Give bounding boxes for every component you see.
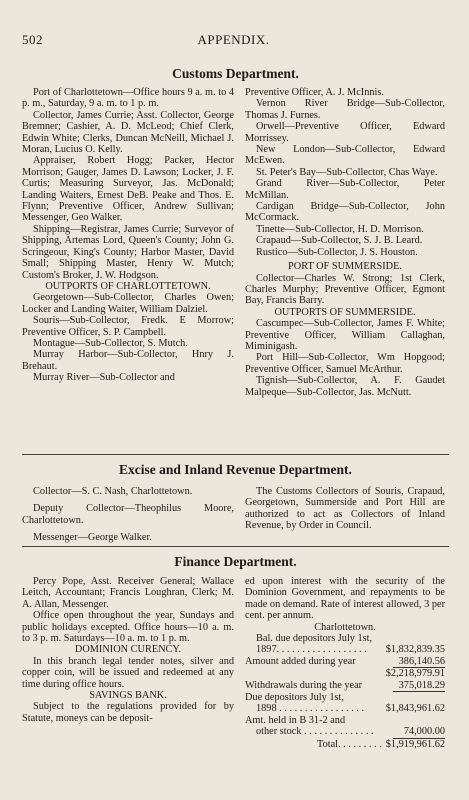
ledger-amount: $2,218,979.91 bbox=[385, 668, 445, 680]
ledger-amount: 386,140.56 bbox=[398, 655, 445, 667]
customs-para: Port of Charlottetown—Office hours 9 a. m. to 4 p. m., Saturday, 9 a. m. to 1 p. m. bbox=[22, 87, 234, 110]
outport-entry: Cardigan Bridge—Sub-Collector, John McCormack. bbox=[245, 201, 445, 224]
ledger-label: 1897. . . . . . . . . . . . . . . . . . bbox=[256, 644, 367, 656]
summerside-text: Collector—Charles W. Strong; 1st Clerk, Charles Murphy; Preventive Officer, Egmont Bay, Francis Barry. bbox=[245, 272, 445, 307]
savings-bank-heading: SAVINGS BANK. bbox=[89, 690, 167, 702]
savings-bank-continued: ed upon interest with the security of the Dominion Government, and repayments to be made on demand. Rate of interest allowed, 3 per cent. per annum. bbox=[245, 576, 445, 622]
excise-note: The Customs Collectors of Souris, Crapaud, Georgetown, Summerside and Port Hill are authorized to act as Collectors of Inland Revenue, by Order in Council. bbox=[245, 486, 445, 532]
ledger-row bbox=[245, 656, 445, 667]
ledger-total-amount: $1,919,961.62 bbox=[385, 738, 445, 750]
outport-entry: Cascumpec—Sub-Collector, James F. White; Preventive Officer, William Callaghan, Miminigash. bbox=[245, 318, 445, 352]
excise-entry: Messenger—George Walker. bbox=[33, 532, 152, 544]
finance-left-column bbox=[22, 576, 234, 724]
ledger-heading: Charlottetown. bbox=[314, 621, 376, 633]
excise-entry: Collector—S. C. Nash, Charlottetown. bbox=[33, 486, 193, 497]
section-divider bbox=[22, 546, 449, 547]
ledger-label: Amt. held in B 31-2 and bbox=[245, 714, 346, 726]
outport-entry: Georgetown—Sub-Collector, Charles Owen; Locker and Landing Waiter, William Dalziel. bbox=[22, 292, 234, 315]
ledger-total-row bbox=[245, 739, 445, 750]
dominion-currency-text: In this branch legal tender notes, silver and copper coin, will be issued and redeemed at any time during office hours. bbox=[22, 655, 234, 690]
outport-entry: Grand River—Sub-Collector, Peter McMillan. bbox=[245, 178, 445, 201]
customs-para: Shipping—Registrar, James Currie; Surveyor of Shipping, Artemas Lord, Queen's County; John G. Scringeour, King's County; Harbor Master, David Small; Shipping Master, Henry W. Mutch; Custom's Broker, J. W. Hodgson. bbox=[22, 223, 234, 281]
ledger-total-label: Total. . . . . . . . . bbox=[317, 738, 382, 750]
running-title: APPENDIX. bbox=[197, 32, 270, 47]
page-number: 502 bbox=[22, 32, 43, 47]
summerside-heading: PORT OF SUMMERSIDE. bbox=[288, 261, 402, 273]
outport-entry: Tinette—Sub-Collector, H. D. Morrison. bbox=[256, 223, 424, 235]
page-header bbox=[22, 32, 445, 48]
outports-charlottetown-heading: OUTPORTS OF CHARLOTTETOWN. bbox=[45, 280, 211, 292]
outport-entry: Vernon River Bridge—Sub-Collector, Thomas J. Furnes. bbox=[245, 98, 445, 121]
ledger-amount: $1,832,839.35 bbox=[385, 644, 445, 656]
excise-heading: Excise and Inland Revenue Department. bbox=[119, 462, 352, 477]
customs-para: Collector, James Currie; Asst. Collector, George Bremner; Cashier, A. D. McLeod; Chief Clerk, Edwin White; Clerks, Duncan McNeill, Michael J. Moran, Lucius O. Kelly. bbox=[22, 109, 234, 156]
ledger-label: 1898 . . . . . . . . . . . . . . . . . bbox=[256, 703, 365, 715]
outport-entry: Crapaud—Sub-Collector, S. J. B. Leard. bbox=[256, 235, 423, 247]
customs-heading: Customs Department. bbox=[172, 66, 299, 81]
outport-entry: Murray Harbor—Sub-Collector, Hnry J. Brehaut. bbox=[22, 349, 234, 372]
excise-left-column bbox=[22, 486, 234, 544]
ledger-label: Bal. due depositors July 1st, bbox=[256, 633, 373, 645]
ledger-row bbox=[245, 703, 445, 714]
ledger-label: other stock . . . . . . . . . . . . . . bbox=[256, 726, 374, 738]
ledger-row bbox=[245, 644, 445, 655]
finance-heading: Finance Department. bbox=[174, 554, 297, 569]
outport-entry: Preventive Officer, A. J. McInnis. bbox=[245, 87, 384, 98]
outport-entry: Montague—Sub-Collector, S. Mutch. bbox=[33, 337, 188, 349]
ledger-row bbox=[245, 680, 445, 691]
customs-para: Appraiser, Robert Hogg; Packer, Hector Morrison; Gauger, James D. Lawson; Locker, J. F. Curtis; Measuring Surveyor, Jas. McDonald; Landing Waiters, Ernest DeB. Peake and Thos. E. Flynn; Preventive Officer, Andrew Sullivan; Messenger, Geo Walker. bbox=[22, 155, 234, 224]
customs-left-column bbox=[22, 87, 234, 384]
ledger-amount: 74,000.00 bbox=[403, 726, 445, 738]
excise-right-column bbox=[245, 486, 445, 532]
finance-hours: Office open throughout the year, Sundays and public holidays excepted. Office hours—10 a. m. to 3 p. m. Saturdays—10 a. m. to 1 p. m. bbox=[22, 610, 234, 645]
ledger-amount: 375,018.29 bbox=[398, 679, 445, 691]
finance-staff: Percy Pope, Asst. Receiver General; Wallace Leitch, Accountant; Francis Loughran, Clerk; M. A. Allan, Messenger. bbox=[22, 576, 234, 610]
ledger-amount: $1,843,961.62 bbox=[385, 703, 445, 715]
outport-entry: Tignish—Sub-Collector, A. F. Gaudet Malpeque—Sub-Collector, Jas. McNutt. bbox=[245, 375, 445, 398]
savings-bank-text: Subject to the regulations provided for by Statute, moneys can be deposit- bbox=[22, 701, 234, 724]
outport-entry: New London—Sub-Collector, Edward McEwen. bbox=[245, 144, 445, 167]
outport-entry: Murray River—Sub-Collector and bbox=[33, 372, 175, 384]
outport-entry: St. Peter's Bay—Sub-Collector, Chas Waye. bbox=[256, 166, 438, 178]
outport-entry: Orwell—Preventive Officer, Edward Morrissey. bbox=[245, 121, 445, 144]
ledger-row bbox=[245, 726, 445, 737]
excise-entry: Deputy Collector—Theophilus Moore, Charlottetown. bbox=[22, 503, 234, 526]
outport-entry: Port Hill—Sub-Collector, Wm Hopgood; Preventive Officer, Samuel McArthur. bbox=[245, 352, 445, 375]
section-divider bbox=[22, 454, 449, 455]
ledger-label: Amount added during year bbox=[245, 655, 356, 667]
ledger-label: Due depositors July 1st, bbox=[245, 692, 344, 704]
summerside-outports-heading: OUTPORTS OF SUMMERSIDE. bbox=[274, 306, 416, 318]
ledger-label: Withdrawals during the year bbox=[245, 679, 363, 691]
finance-right-column bbox=[245, 576, 445, 750]
customs-right-column bbox=[245, 87, 445, 398]
dominion-currency-heading: DOMINION CURENCY. bbox=[74, 644, 182, 656]
outport-entry: Rustico—Sub-Collector, J. S. Houston. bbox=[256, 246, 418, 258]
outport-entry: Souris—Sub-Collector, Fredk. E Morrow; Preventive Officer, S. P. Campbell. bbox=[22, 315, 234, 338]
